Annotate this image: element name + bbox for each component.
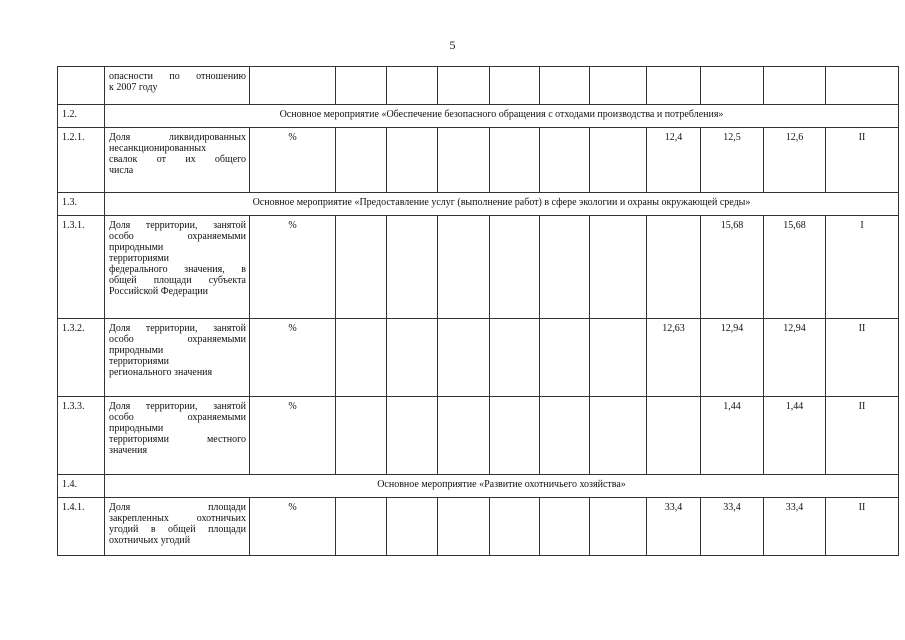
value-cell bbox=[490, 319, 540, 397]
row-number: 1.3.1. bbox=[58, 216, 105, 319]
indicator-name-line: закрепленных охотничьих bbox=[109, 513, 246, 524]
page-number: 5 bbox=[449, 38, 456, 52]
value-cell bbox=[647, 397, 701, 475]
value-cell bbox=[438, 216, 490, 319]
section-title: Основное мероприятие «Обеспечение безопасного обращения с отходами производства и потребления» bbox=[105, 105, 899, 128]
indicator-name-line: свалок от их общего bbox=[109, 154, 246, 165]
stage-cell: II bbox=[826, 498, 899, 556]
value-cell bbox=[540, 128, 590, 193]
indicator-name-line: природными bbox=[109, 242, 164, 253]
indicator-name-line: к 2007 году bbox=[109, 82, 158, 93]
value-cell bbox=[387, 397, 438, 475]
value-cell bbox=[438, 128, 490, 193]
value-cell bbox=[540, 319, 590, 397]
indicator-name-line: особо охраняемыми bbox=[109, 231, 246, 242]
table-row bbox=[58, 319, 899, 397]
value-cell bbox=[490, 67, 540, 105]
indicators-table bbox=[57, 66, 899, 556]
row-number: 1.2.1. bbox=[58, 128, 105, 193]
indicator-name-line: значения bbox=[109, 445, 148, 456]
row-number: 1.3.2. bbox=[58, 319, 105, 397]
table-row bbox=[58, 397, 899, 475]
value-cell: 15,68 bbox=[764, 216, 826, 319]
indicator-name-line: территориями bbox=[109, 253, 170, 264]
indicator-name-line: природными bbox=[109, 345, 164, 356]
indicator-name-line: Доля территории, занятой bbox=[109, 323, 246, 334]
value-cell bbox=[540, 216, 590, 319]
value-cell bbox=[490, 216, 540, 319]
indicator-name bbox=[105, 319, 250, 397]
row-number: 1.2. bbox=[58, 105, 105, 128]
value-cell bbox=[387, 67, 438, 105]
value-cell bbox=[590, 319, 647, 397]
indicator-name-line: угодий в общей площади bbox=[109, 524, 246, 535]
indicator-name bbox=[105, 67, 250, 105]
value-cell bbox=[647, 216, 701, 319]
indicator-name bbox=[105, 397, 250, 475]
row-number: 1.4.1. bbox=[58, 498, 105, 556]
section-title: Основное мероприятие «Предоставление услуг (выполнение работ) в сфере экологии и охраны окружающей среды» bbox=[105, 193, 899, 216]
table-row bbox=[58, 67, 899, 105]
value-cell bbox=[540, 498, 590, 556]
section-row bbox=[58, 475, 899, 498]
value-cell bbox=[387, 216, 438, 319]
value-cell bbox=[387, 498, 438, 556]
value-cell bbox=[438, 397, 490, 475]
value-cell bbox=[490, 498, 540, 556]
row-number: 1.4. bbox=[58, 475, 105, 498]
value-cell bbox=[490, 128, 540, 193]
section-row bbox=[58, 105, 899, 128]
value-cell bbox=[336, 498, 387, 556]
stage-cell: I bbox=[826, 216, 899, 319]
value-cell: 12,63 bbox=[647, 319, 701, 397]
indicator-name bbox=[105, 128, 250, 193]
unit-cell: % bbox=[250, 128, 336, 193]
indicator-name-line: общей площади субъекта bbox=[109, 275, 246, 286]
value-cell: 12,5 bbox=[701, 128, 764, 193]
indicator-name-line: территориями местного bbox=[109, 434, 246, 445]
value-cell bbox=[764, 67, 826, 105]
indicator-name-line: охотничьих угодий bbox=[109, 535, 191, 546]
row-number bbox=[58, 67, 105, 105]
value-cell bbox=[590, 67, 647, 105]
unit-cell bbox=[250, 67, 336, 105]
value-cell bbox=[590, 397, 647, 475]
unit-cell: % bbox=[250, 319, 336, 397]
value-cell: 12,4 bbox=[647, 128, 701, 193]
value-cell bbox=[590, 128, 647, 193]
stage-cell: II bbox=[826, 128, 899, 193]
indicator-name-line: природными bbox=[109, 423, 164, 434]
value-cell: 12,94 bbox=[764, 319, 826, 397]
unit-cell: % bbox=[250, 498, 336, 556]
value-cell bbox=[590, 216, 647, 319]
indicator-name-line: опасности по отношению bbox=[109, 71, 246, 82]
value-cell bbox=[490, 397, 540, 475]
value-cell: 15,68 bbox=[701, 216, 764, 319]
indicator-name-line: территориями bbox=[109, 356, 170, 367]
table-row bbox=[58, 216, 899, 319]
indicator-name-line: особо охраняемыми bbox=[109, 412, 246, 423]
indicator-name-line: несанкционированных bbox=[109, 143, 207, 154]
indicator-name-line: Доля территории, занятой bbox=[109, 401, 246, 412]
unit-cell: % bbox=[250, 216, 336, 319]
row-number: 1.3. bbox=[58, 193, 105, 216]
indicator-name-line: федерального значения, в bbox=[109, 264, 246, 275]
value-cell bbox=[336, 397, 387, 475]
stage-cell: II bbox=[826, 319, 899, 397]
value-cell: 12,94 bbox=[701, 319, 764, 397]
indicator-name-line: Доля территории, занятой bbox=[109, 220, 246, 231]
indicator-name-line: Российской Федерации bbox=[109, 286, 209, 297]
stage-cell: II bbox=[826, 397, 899, 475]
unit-cell: % bbox=[250, 397, 336, 475]
value-cell bbox=[387, 319, 438, 397]
value-cell: 33,4 bbox=[701, 498, 764, 556]
indicator-name bbox=[105, 498, 250, 556]
value-cell: 33,4 bbox=[764, 498, 826, 556]
row-number: 1.3.3. bbox=[58, 397, 105, 475]
value-cell bbox=[540, 397, 590, 475]
value-cell bbox=[701, 67, 764, 105]
indicator-name-line: Доля ликвидированных bbox=[109, 132, 246, 143]
value-cell bbox=[540, 67, 590, 105]
indicator-name-line: особо охраняемыми bbox=[109, 334, 246, 345]
value-cell bbox=[438, 319, 490, 397]
stage-cell bbox=[826, 67, 899, 105]
value-cell: 33,4 bbox=[647, 498, 701, 556]
value-cell bbox=[336, 67, 387, 105]
value-cell bbox=[336, 319, 387, 397]
value-cell bbox=[647, 67, 701, 105]
value-cell bbox=[387, 128, 438, 193]
section-row bbox=[58, 193, 899, 216]
value-cell: 12,6 bbox=[764, 128, 826, 193]
table-body bbox=[58, 67, 899, 556]
indicator-name-line: регионального значения bbox=[109, 367, 213, 378]
value-cell bbox=[336, 216, 387, 319]
value-cell: 1,44 bbox=[701, 397, 764, 475]
value-cell: 1,44 bbox=[764, 397, 826, 475]
indicator-name bbox=[105, 216, 250, 319]
value-cell bbox=[438, 498, 490, 556]
indicator-name-line: числа bbox=[109, 165, 134, 176]
table-row bbox=[58, 498, 899, 556]
value-cell bbox=[336, 128, 387, 193]
table-row bbox=[58, 128, 899, 193]
section-title: Основное мероприятие «Развитие охотничьего хозяйства» bbox=[105, 475, 899, 498]
indicator-name-line: Доля площади bbox=[109, 502, 246, 513]
value-cell bbox=[438, 67, 490, 105]
value-cell bbox=[590, 498, 647, 556]
